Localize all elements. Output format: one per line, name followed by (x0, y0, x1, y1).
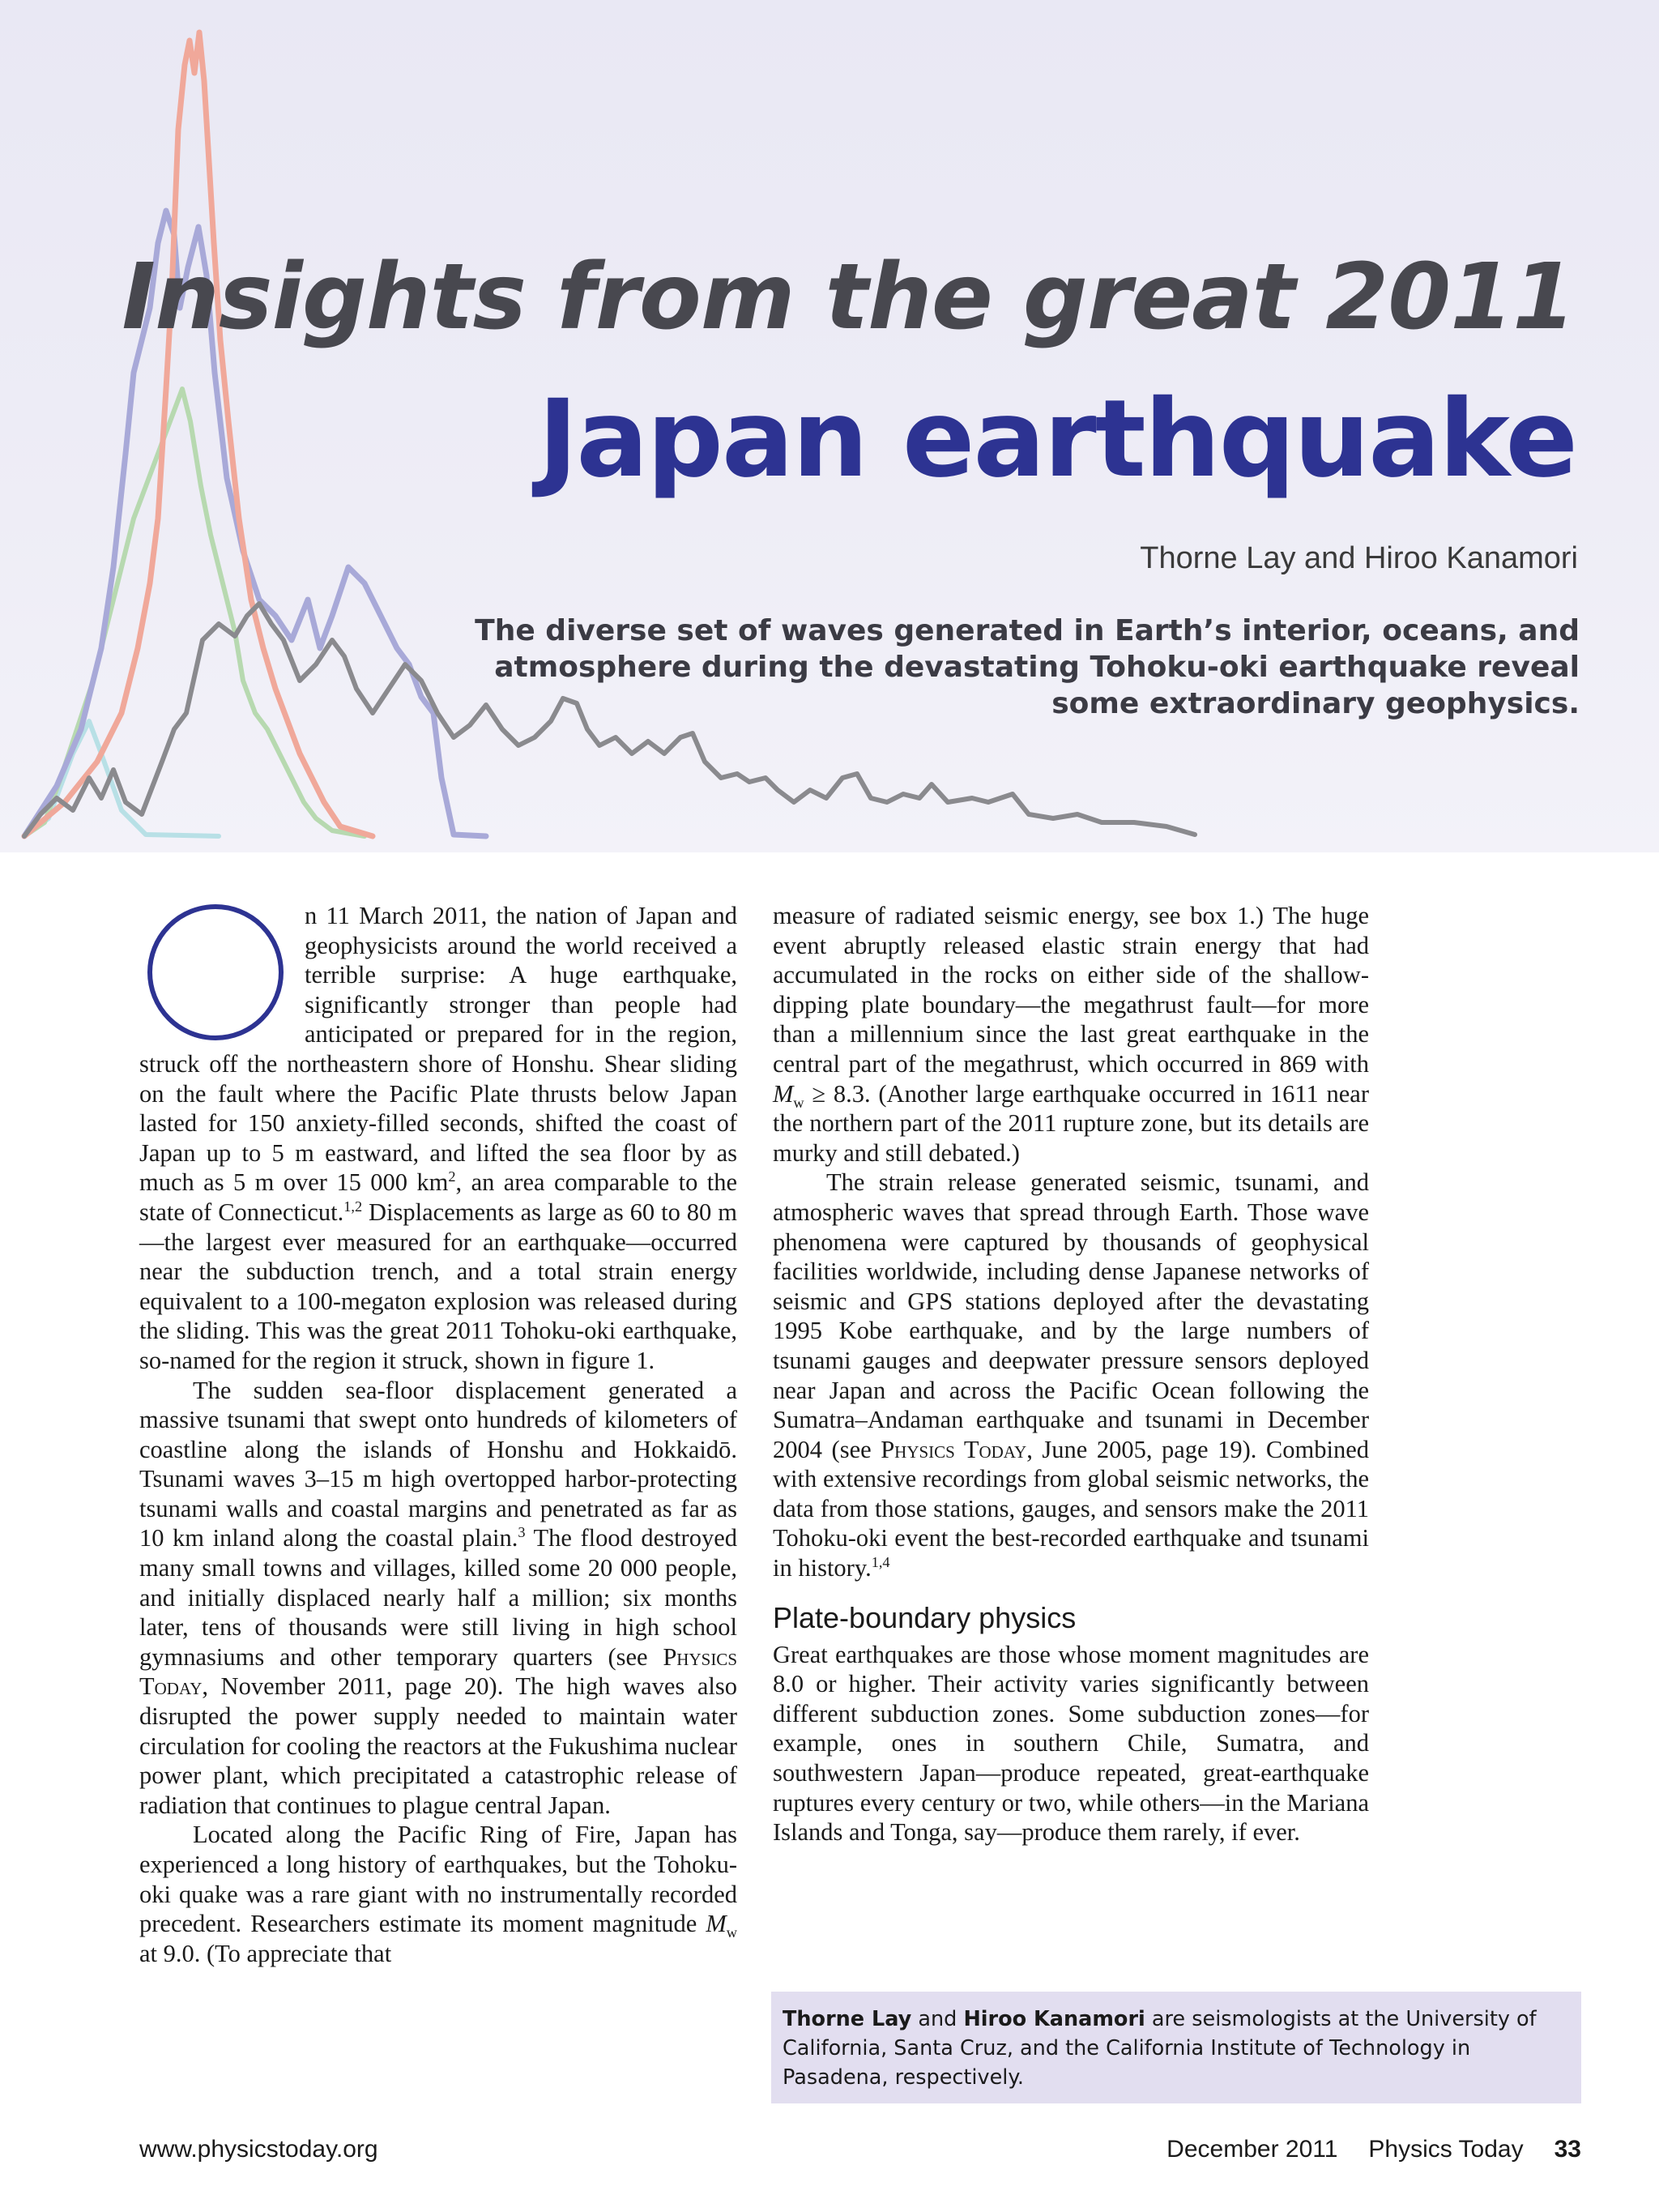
text-run: , June 2005, page 19). Combined with extensive recordings from global seismic networks, the data from those stations, gauges, and sensors make the 2011 Tohoku-oki event the best-recorded earthquake and tsunami in history. (773, 1435, 1369, 1582)
journal-name: Physics Today (881, 1435, 1027, 1463)
math-symbol: M (773, 1079, 794, 1108)
header-banner (0, 0, 1659, 852)
author-name: Thorne Lay (783, 2007, 912, 2031)
author-name: Hiroo Kanamori (963, 2007, 1145, 2031)
text-run: Displacements as large as 60 to 80 m—the largest ever measured for an earthquake—occurred near the subduction trench, and a total strain energy equivalent to a 100-megaton explosion was released during the sliding. This was the great 2011 Tohoku-oki earthquake, so-named for the region it struck, shown in figure 1. (139, 1198, 737, 1374)
dropcap-o (147, 904, 284, 1040)
title-line-2: Japan earthquake (538, 377, 1576, 502)
section-heading: Plate-boundary physics (773, 1600, 1077, 1634)
text-run: The sudden sea-floor displacement generated a massive tsunami that swept onto hundreds of kilometers of coastline along the islands of Honshu and Hokkaidō. Tsunami waves 3–15 m high overtopped harbor-protecting tsunami walls and coastal margins and penetrated as far as 10 km inland along the coastal plain. (139, 1376, 737, 1552)
paragraph: Great earthquakes are those whose moment magnitudes are 8.0 or higher. Their activity varies significantly between different subduction zones. Some subduction zones—for example, ones in southern Chile, Sumatra, and southwestern Japan—produce repeated, great-earthquake ruptures every century or two, while others—in the Mariana Islands and Tonga, say—produce them rarely, if ever. (773, 1640, 1369, 1847)
author-bio-box (771, 1992, 1581, 2103)
footer-info (1136, 2136, 1581, 2163)
text-run: , November 2011, page 20). The high waves also disrupted the power supply needed to maintain water circulation for cooling the reactors at the Fukushima nuclear power plant, which precipitated a catastrophic release of radiation that continues to plague central Japan. (139, 1672, 737, 1819)
footer-date: December 2011 (1166, 2136, 1338, 2163)
text-run: ≥ 8.3. (Another large earthquake occurred in 1611 near the northern part of the 2011 rupture zone, but its details are murky and still debated.) (773, 1079, 1369, 1167)
article-column-1 (139, 901, 737, 1968)
subscript: w (793, 1094, 804, 1111)
paragraph (773, 1168, 1369, 1582)
text-run: measure of radiated seismic energy, see box 1.) The huge event abruptly released elastic strain energy that had accumulated in the rocks on either side of the shallow-dipping plate boundary—the megathrust fault—for more than a millennium since the last great earthquake in the central part of the megathrust, which occurred in 869 with (773, 902, 1369, 1078)
paragraph (139, 901, 737, 1376)
text-run: Located along the Pacific Ring of Fire, Japan has experienced a long history of earthquakes, but the Tohoku-oki quake was a rare giant with no instrumentally recorded precedent. Researchers estimate its moment magnitude (139, 1821, 737, 1938)
reference-superscript: 1,2 (343, 1198, 363, 1215)
math-symbol: M (706, 1910, 727, 1938)
reference-superscript: 3 (518, 1524, 526, 1541)
bio-text: are seismologists at the University of California, Santa Cruz, and the California Institute of Technology in Pasadena, respectively. (783, 2007, 1537, 2090)
text-run: and (911, 2007, 964, 2031)
footer-journal: Physics Today (1368, 2136, 1524, 2163)
superscript: 2 (448, 1168, 456, 1185)
paragraph (139, 1820, 737, 1968)
text-run: The flood destroyed many small towns and villages, killed some 20 000 people, and initially displaced nearly half a million; six months later, tens of thousands were still living in high school gymnasiums and other temporary quarters (see (139, 1524, 737, 1671)
text-run: n 11 March 2011, the nation of Japan and geophysicists around the world received a terrible surprise: A huge earthquake, significantly stronger than people had anticipated or prepared for in the region, struck off the northeastern shore of Honshu. Shear sliding on the fault where the Pacific Plate thrusts below Japan lasted for 150 anxiety-filled seconds, shifted the coast of Japan up to 5 m eastward, and lifted the sea floor by as much as 5 m over 15 000 km (139, 902, 737, 1197)
text-run: The strain release generated seismic, tsunami, and atmospheric waves that spread through Earth. Those wave phenomena were captured by thousands of geophysical facilities worldwide, including dense Japanese networks of seismic and GPS stations deployed after the devastating 1995 Kobe earthquake, and by the large numbers of tsunami gauges and deepwater pressure sensors deployed near Japan and across the Pacific Ocean following the Sumatra–Andaman earthquake and tsunami in December 2004 (see (773, 1168, 1369, 1463)
paragraph (139, 1376, 737, 1821)
page-number: 33 (1554, 2136, 1581, 2163)
waveform-salmon (24, 32, 373, 836)
journal-name: Physics Today (139, 1642, 737, 1701)
article-deck: The diverse set of waves generated in Earth’s interior, oceans, and atmosphere during the devastating Tohoku-oki earthquake reveal some extraordinary geophysics. (475, 614, 1580, 720)
waveform-cyan (24, 721, 219, 836)
paragraph (773, 901, 1369, 1168)
author-byline: Thorne Lay and Hiroo Kanamori (1140, 541, 1578, 575)
footer-website: www.physicstoday.org (139, 2136, 378, 2163)
reference-superscript: 1,4 (871, 1553, 890, 1570)
text-run: , an area comparable to the state of Connecticut. (139, 1168, 737, 1226)
text-run: at 9.0. (To appreciate that (139, 1939, 392, 1967)
subscript: w (726, 1924, 737, 1941)
article-column-2 (773, 901, 1369, 1847)
title-line-1: Insights from the great 2011 (122, 245, 1575, 350)
